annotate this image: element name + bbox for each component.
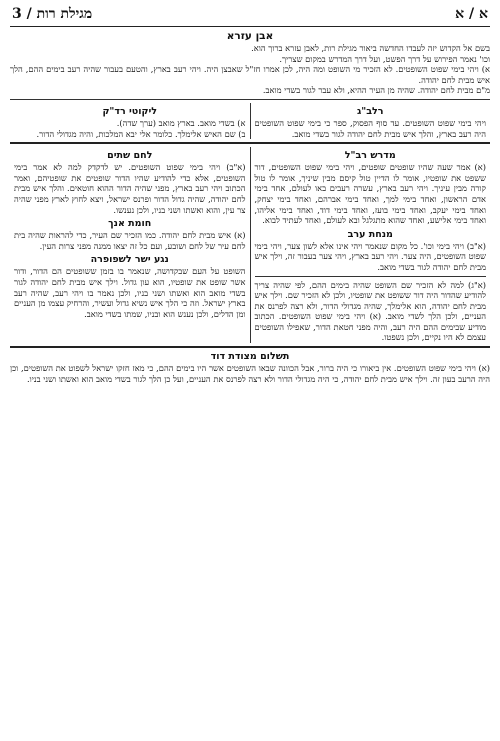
top-commentary — [10, 30, 490, 96]
divider — [10, 142, 490, 144]
page — [10, 6, 490, 731]
middle-right-title: רלב"ג — [357, 105, 384, 117]
left-column — [10, 147, 251, 343]
chapter-verse-label: א / א — [455, 6, 488, 22]
divider — [255, 276, 487, 277]
middle-columns — [10, 103, 490, 139]
middle-right-column — [251, 103, 491, 139]
page-header — [10, 6, 490, 27]
right-section-title-2: מנחת ערב — [347, 228, 393, 240]
right-section-text-2: (א"ב) ויהי בימי וכו'. כל מקום שנאמר ויהי אינו אלא לשון צער, ויהי בימי שפוט השופטים, היה צער. ויהי רעב בארץ, ויהי צער בעבור זה, וילך איש מבית לחם יהודה לגור בשדי מואב. — [254, 240, 486, 272]
main-columns — [10, 147, 490, 343]
right-section-title-1: מדרש רב"ל — [344, 150, 396, 162]
middle-right-line-1: ויהי בימי שפוט השופטים. עד סוף הפסוק, ספר כי בימי שפוט השופטים היה רעב בארץ, והלך איש מבית לחם יהודה לגור בשדי מואב. — [254, 117, 486, 139]
left-section-text-2: (א) איש מבית לחם יהודה. כמו הזכיר שם העיר, כדי להראות שהיה בית לחם עיר של לחם ושובע, ועם כל זה יצאו ממנה מפני צרות העין. — [14, 230, 246, 251]
bottom-commentary-title: תשלום מצודת דוד — [210, 351, 290, 363]
book-page-label: מגילת רות / 3 — [12, 6, 93, 22]
left-section-title-3: נגע ישר לשפופרה — [90, 254, 169, 266]
right-section-text-3: (א"ג) למה לא הזכיר שם השופט שהיה בימים ההם, לפי שהיה צריך להודיע שהדור היה דור ששופט את שופטיו, ולכן לא הזכיר שם. וילך איש מבית לחם יהודה, הוא אלימלך, שהיה מגדולי הדור, ולא רצה לפרנס את העניים, ולכן הלך לשדי מואב. (א) ויהי בימי שפוט השופטים. הכתוב מודיע שבימים ההם היה רעב, והיה מפני חטאת הדור, שאפילו השופטים עצמם לא היו נקיים, ולכן נשפטו. — [254, 279, 486, 343]
top-line-2: וכו' נאמר הפירוש על דרך הפשט, ועל דרך המדרש במקום שצריך. — [279, 53, 490, 64]
left-section-title-2: חומת אנך — [108, 218, 152, 230]
divider — [10, 99, 490, 100]
left-section-title-1: לחם שתים — [107, 150, 153, 162]
left-section-text-1: (א"ב) ויהי בימי שפוט השופטים. יש לדקדק למה לא אמר בימי השופטים, אלא כדי להודיע שהיו הדור שופטים את שופטיהם, ואמר הכתוב ויהי רעב בארץ, מפני שהיה הדור ההוא חוטאים. והלך איש מבית לחם יהודה, שהיה גדול הדור ופרנס ישראל, ויצא לחוץ לארץ מפני שהיה צר עין, והוא ואשתו ושני בניו, ולכן נענשו. — [14, 162, 246, 215]
right-section-text-1: (א) אמר שעה שהיו שופטים שופטים, ויהי בימי שפוט השופטים, דור ששפט את שופטיו, אומר לו הדיין טול קיסם מבין שיניך, אומר לו טול קורה מבין עיניך. ויהי רעב בארץ, עשרה רעבים באו לעולם, אחד בימי אדם הראשון, ואחד בימי למך, ואחד בימי אברהם, ואחד בימי יצחק, ואחד בימי יעקב, ואחד בימי בועז, ואחד בימי דוד, ואחד בימי אליהו, ואחד בימי אלישע, ואחד שהוא מתגלגל ובא לעולם, ואחד לעתיד לבוא. — [254, 162, 486, 226]
left-section-text-3: השופט על העם שבקדושה, שנאמר בו בזמן ששופטים הם הדור, ודור אשר שופט את שופטיו, הוא עון גדול. וילך איש מבית לחם יהודה לגור בשדי מואב הוא ואשתו ושני בניו, ולכן נאמר בו ויהי רעב, שהיה רעב בארץ ישראל. וזה כי הלך איש נשיא גדול ועשיר, והרחיק עצמו מן העניים ומן הדלים, ולכן נענש הוא ובניו, שמתו בשדי מואב. — [14, 266, 246, 319]
top-line-1: בשם אל הקדוש יזה לעבדו החדשה ביאור מגילת רות, לאבן עזרא ברוך הוא. — [251, 43, 490, 53]
middle-left-line-2: ב) שם האיש אלימלך. כלומר אלי יבא המלכות, והיה מגדולי הדור. — [36, 128, 246, 139]
top-line-4: מ"ם מבית לחם יהודה. שהיה מן העיר ההיא, ולא עבר לגור בשדי מואב. — [262, 85, 490, 96]
middle-left-line-1: א) בשדי מואב. בארץ מואב (ערך שדה). — [116, 117, 246, 128]
right-column — [251, 147, 491, 343]
bottom-commentary — [10, 351, 490, 384]
middle-left-title: ליקוטי רד"ק — [102, 105, 158, 117]
top-commentary-title: אבן עזרא — [226, 30, 274, 42]
divider — [10, 346, 490, 348]
middle-left-column — [10, 103, 251, 139]
bottom-commentary-text: (א) ויהי בימי שפוט השופטים. אין ביאורו כי היה ברור, אבל הכוונה שבאו השופטים אשר היו בימים ההם, כי מאז חזקו ישראל לשפוט את השופטים, וכן היה הרעב בעון זה. וילך איש מבית לחם יהודה, כי היה מגדולי הדור ולא רצה לפרנס את העניים, ועל כן הלך לגור בשדי מואב הוא ואשתו ושני בניו. — [10, 363, 490, 384]
top-line-3: א) ויהי בימי שפוט השופטים. לא הזכיר מי השופט ומה היה, לכן אמרו חז"ל שאבצן היה. ויהי רעב בארץ, והטעם בעבור שהיה רעב בימים ההם, הלך איש מבית לחם יהודה. — [10, 64, 490, 85]
